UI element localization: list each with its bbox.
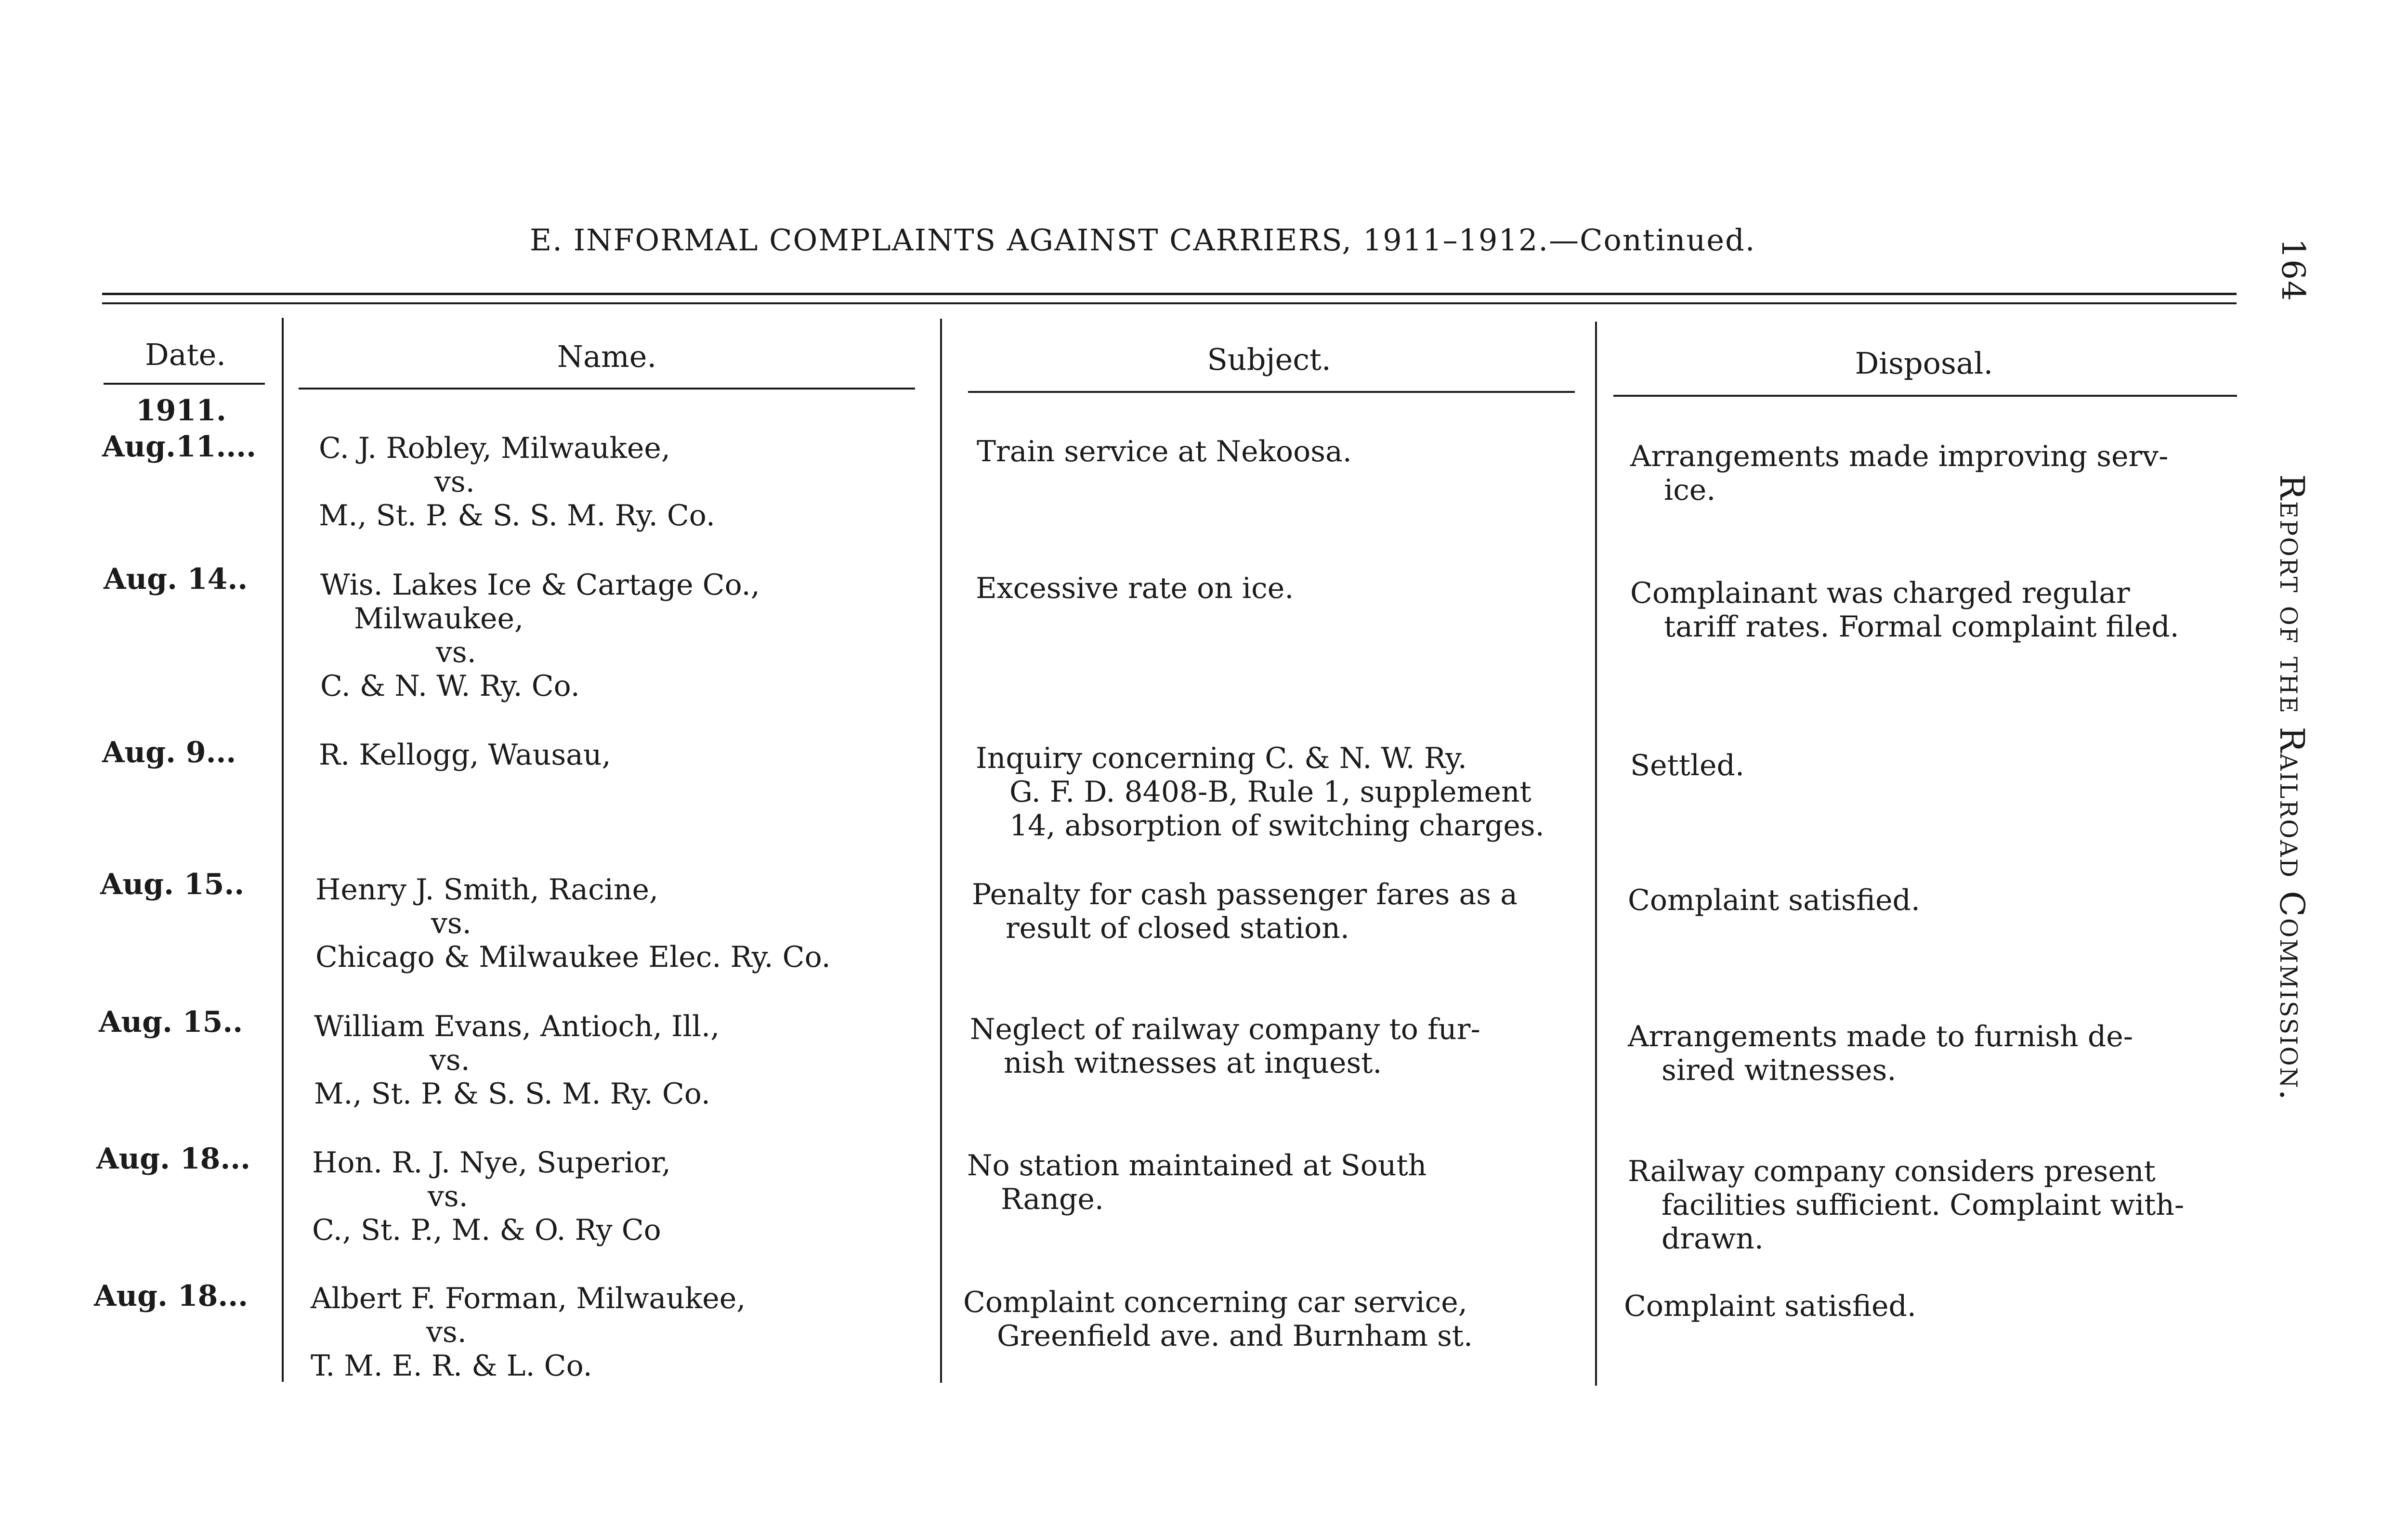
row-7-name: Albert F. Forman, Milwaukee, vs. T. M. E. R. & L. Co. (311, 1282, 746, 1383)
row-6-disposal: Railway company considers present facilities sufficient. Complaint with- drawn. (1628, 1155, 2185, 1256)
row-6-name: Hon. R. J. Nye, Superior, vs. C., St. P., M. & O. Ry Co (312, 1146, 671, 1247)
row-1-name: C. J. Robley, Milwaukee, vs. M., St. P. & S. S. M. Ry. Co. (319, 431, 715, 533)
row-4-disposal: Complaint satisfied. (1628, 883, 1920, 917)
row-2-date: Aug. 14.. (104, 562, 248, 596)
row-3-subject: Inquiry concerning C. & N. W. Ry. G. F. D. 8408-B, Rule 1, supplement 14, absorption of switching charges. (976, 741, 1544, 843)
year-label: 1911. (136, 394, 226, 428)
row-7-date: Aug. 18... (94, 1279, 249, 1313)
row-7-disposal: Complaint satisfied. (1624, 1289, 1916, 1323)
row-7-subject: Complaint concerning car service, Greenfield ave. and Burnham st. (963, 1286, 1473, 1353)
row-1-disposal: Arrangements made improving serv- ice. (1630, 440, 2169, 507)
title-rule-bottom (102, 302, 2237, 304)
row-6-subject: No station maintained at South Range. (967, 1149, 1427, 1216)
column-divider-3 (1595, 322, 1597, 1386)
row-3-date: Aug. 9... (102, 736, 236, 769)
column-divider-2 (940, 319, 942, 1383)
row-5-date: Aug. 15.. (99, 1005, 243, 1039)
column-divider-1 (282, 318, 284, 1382)
row-6-date: Aug. 18... (96, 1142, 251, 1176)
page-number: 164 (2275, 238, 2312, 302)
subject-header-rule (968, 391, 1575, 393)
row-2-disposal: Complainant was charged regular tariff rates. Formal complaint filed. (1630, 576, 2179, 644)
row-3-disposal: Settled. (1630, 749, 1745, 782)
page-title: E. INFORMAL COMPLAINTS AGAINST CARRIERS, 1911–1912.—Continued. (530, 222, 1756, 258)
column-header-disposal: Disposal. (1855, 346, 1993, 381)
row-2-subject: Excessive rate on ice. (976, 572, 1294, 605)
title-rule-top (102, 293, 2237, 295)
column-header-name: Name. (557, 339, 657, 374)
row-3-name: R. Kellogg, Wausau, (319, 738, 611, 772)
column-header-subject: Subject. (1207, 342, 1331, 377)
row-2-name: Wis. Lakes Ice & Cartage Co., Milwaukee, vs. C. & N. W. Ry. Co. (320, 568, 760, 703)
disposal-header-rule (1613, 395, 2237, 397)
row-4-name: Henry J. Smith, Racine, vs. Chicago & Milwaukee Elec. Ry. Co. (315, 873, 831, 974)
row-4-subject: Penalty for cash passenger fares as a result of closed station. (972, 878, 1518, 945)
name-header-rule (299, 388, 915, 390)
column-header-date: Date. (145, 337, 226, 372)
row-1-date: Aug.11.... (102, 430, 257, 464)
row-1-subject: Train service at Nekoosa. (977, 435, 1352, 468)
row-5-disposal: Arrangements made to furnish de- sired witnesses. (1628, 1020, 2133, 1087)
row-5-name: William Evans, Antioch, Ill., vs. M., St. P. & S. S. M. Ry. Co. (314, 1010, 720, 1111)
row-4-date: Aug. 15.. (100, 868, 245, 901)
date-header-rule (104, 383, 265, 385)
row-5-subject: Neglect of railway company to fur- nish witnesses at inquest. (970, 1013, 1480, 1080)
running-head: Report of the Railroad Commission. (2272, 474, 2312, 1102)
